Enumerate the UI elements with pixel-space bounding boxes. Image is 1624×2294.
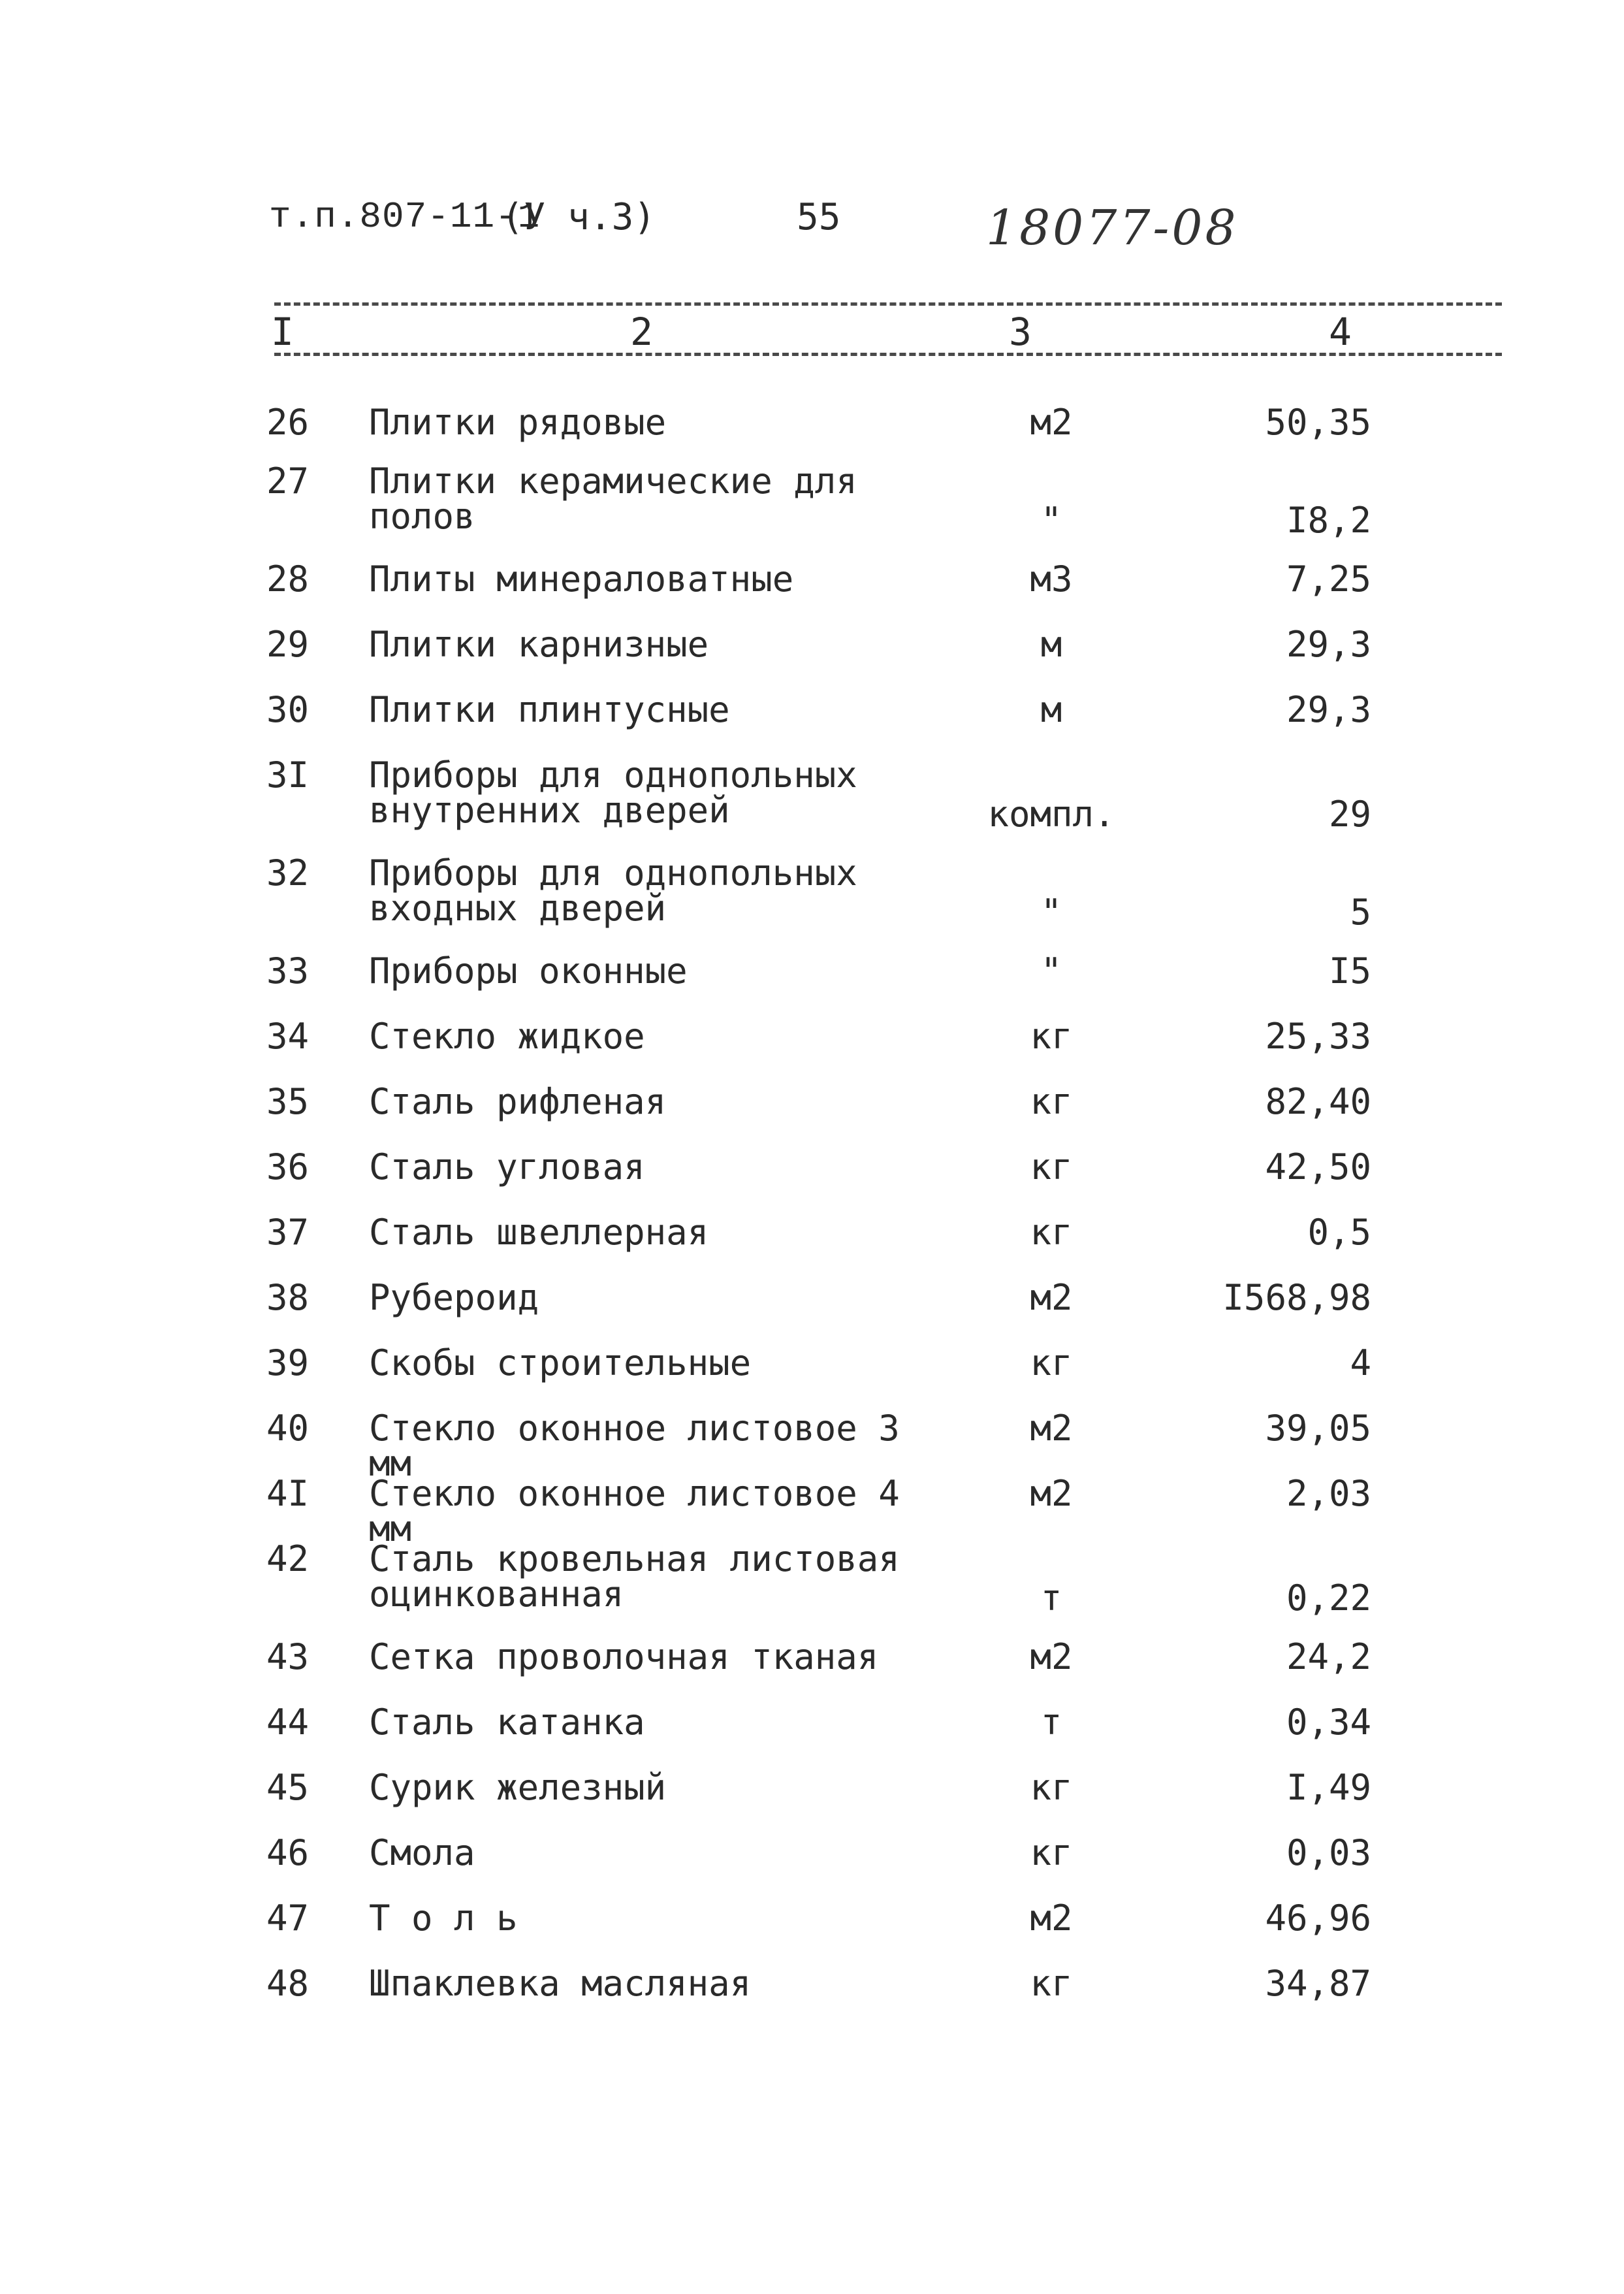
quantity: 4 (1350, 1342, 1371, 1383)
row-number: 26 (266, 402, 310, 443)
row-number: 34 (266, 1016, 310, 1057)
document-part: (У ч.3) (502, 196, 656, 238)
material-name: Плитки керамические для полов (369, 460, 857, 537)
material-name: Стекло оконное листовое 4 мм (369, 1473, 900, 1549)
material-name: Стекло жидкое (369, 1016, 645, 1057)
row-number: 33 (266, 950, 310, 992)
row-number: 28 (266, 558, 310, 600)
quantity: 34,87 (1265, 1963, 1371, 2004)
row-number: 38 (266, 1277, 310, 1318)
quantity: 0,22 (1286, 1577, 1371, 1619)
row-number: 48 (266, 1963, 310, 2004)
quantity: 29 (1328, 794, 1371, 835)
column-number-1: I (271, 310, 294, 354)
material-name: Приборы оконные (369, 950, 688, 992)
row-number: 36 (266, 1146, 310, 1187)
row-number: 35 (266, 1081, 310, 1122)
row-number: 37 (266, 1212, 310, 1253)
column-number-4: 4 (1329, 310, 1352, 354)
material-name: Приборы для однопольных входных дверей (369, 852, 857, 929)
material-name: Смола (369, 1832, 475, 1873)
row-number: 29 (266, 624, 310, 665)
quantity: 29,3 (1286, 689, 1371, 730)
row-number: 44 (266, 1702, 310, 1743)
document-code: т.п.807-11-1 (269, 196, 541, 238)
handwritten-number: 18077-08 (986, 200, 1239, 256)
unit-of-measure: м2 (1030, 1473, 1073, 1514)
unit-of-measure: " (1040, 500, 1062, 541)
material-name: Рубероид (369, 1277, 539, 1318)
row-number: 45 (266, 1767, 310, 1808)
quantity: 0,5 (1307, 1212, 1371, 1253)
material-name: Стекло оконное листовое 3 мм (369, 1408, 900, 1484)
row-number: 42 (266, 1538, 310, 1579)
material-name: Шпаклевка масляная (369, 1963, 752, 2004)
quantity: 7,25 (1286, 558, 1371, 600)
unit-of-measure: т (1040, 1702, 1062, 1743)
unit-of-measure: кг (1030, 1212, 1073, 1253)
unit-of-measure: м2 (1030, 1898, 1073, 1939)
quantity: I568,98 (1222, 1277, 1371, 1318)
page-number: 55 (797, 196, 841, 238)
row-number: 30 (266, 689, 310, 730)
column-number-3: 3 (1009, 310, 1032, 354)
material-name: Т о л ь (369, 1898, 518, 1939)
quantity: 39,05 (1265, 1408, 1371, 1449)
unit-of-measure: м (1040, 624, 1062, 665)
quantity: 2,03 (1286, 1473, 1371, 1514)
unit-of-measure: кг (1030, 1342, 1073, 1383)
quantity: 24,2 (1286, 1636, 1371, 1677)
material-name: Сталь рифленая (369, 1081, 667, 1122)
quantity: 42,50 (1265, 1146, 1371, 1187)
unit-of-measure: м2 (1030, 1636, 1073, 1677)
material-name: Приборы для однопольных внутренних дверей (369, 754, 857, 831)
quantity: 50,35 (1265, 402, 1371, 443)
quantity: I5 (1328, 950, 1371, 992)
unit-of-measure: кг (1030, 1081, 1073, 1122)
row-number: 46 (266, 1832, 310, 1873)
quantity: I,49 (1286, 1767, 1371, 1808)
unit-of-measure: кг (1030, 1832, 1073, 1873)
column-number-2: 2 (630, 310, 653, 354)
material-name: Плитки рядовые (369, 402, 667, 443)
quantity: 29,3 (1286, 624, 1371, 665)
quantity: 25,33 (1265, 1016, 1371, 1057)
row-number: 40 (266, 1408, 310, 1449)
material-name: Сталь швеллерная (369, 1212, 709, 1253)
unit-of-measure: м3 (1030, 558, 1073, 600)
unit-of-measure: кг (1030, 1963, 1073, 2004)
row-number: 3I (266, 754, 310, 796)
material-name: Сетка проволочная тканая (369, 1636, 879, 1677)
material-name: Сурик железный (369, 1767, 667, 1808)
unit-of-measure: т (1040, 1577, 1062, 1619)
unit-of-measure: кг (1030, 1016, 1073, 1057)
divider-bottom (274, 353, 1502, 356)
material-name: Сталь катанка (369, 1702, 645, 1743)
row-number: 32 (266, 852, 310, 894)
unit-of-measure: м2 (1030, 402, 1073, 443)
quantity: I8,2 (1286, 500, 1371, 541)
quantity: 0,03 (1286, 1832, 1371, 1873)
unit-of-measure: " (1040, 950, 1062, 992)
unit-of-measure: м (1040, 689, 1062, 730)
material-name: Сталь угловая (369, 1146, 645, 1187)
material-name: Плиты минераловатные (369, 558, 794, 600)
row-number: 27 (266, 460, 310, 502)
unit-of-measure: кг (1030, 1767, 1073, 1808)
unit-of-measure: кг (1030, 1146, 1073, 1187)
row-number: 43 (266, 1636, 310, 1677)
row-number: 39 (266, 1342, 310, 1383)
unit-of-measure: " (1040, 892, 1062, 933)
row-number: 47 (266, 1898, 310, 1939)
material-name: Плитки плинтусные (369, 689, 730, 730)
material-name: Плитки карнизные (369, 624, 709, 665)
divider-top (274, 302, 1502, 306)
quantity: 46,96 (1265, 1898, 1371, 1939)
unit-of-measure: компл. (987, 794, 1115, 835)
unit-of-measure: м2 (1030, 1408, 1073, 1449)
material-name: Скобы строительные (369, 1342, 752, 1383)
quantity: 0,34 (1286, 1702, 1371, 1743)
row-number: 4I (266, 1473, 310, 1514)
material-name: Сталь кровельная листовая оцинкованная (369, 1538, 900, 1615)
quantity: 82,40 (1265, 1081, 1371, 1122)
unit-of-measure: м2 (1030, 1277, 1073, 1318)
quantity: 5 (1350, 892, 1371, 933)
